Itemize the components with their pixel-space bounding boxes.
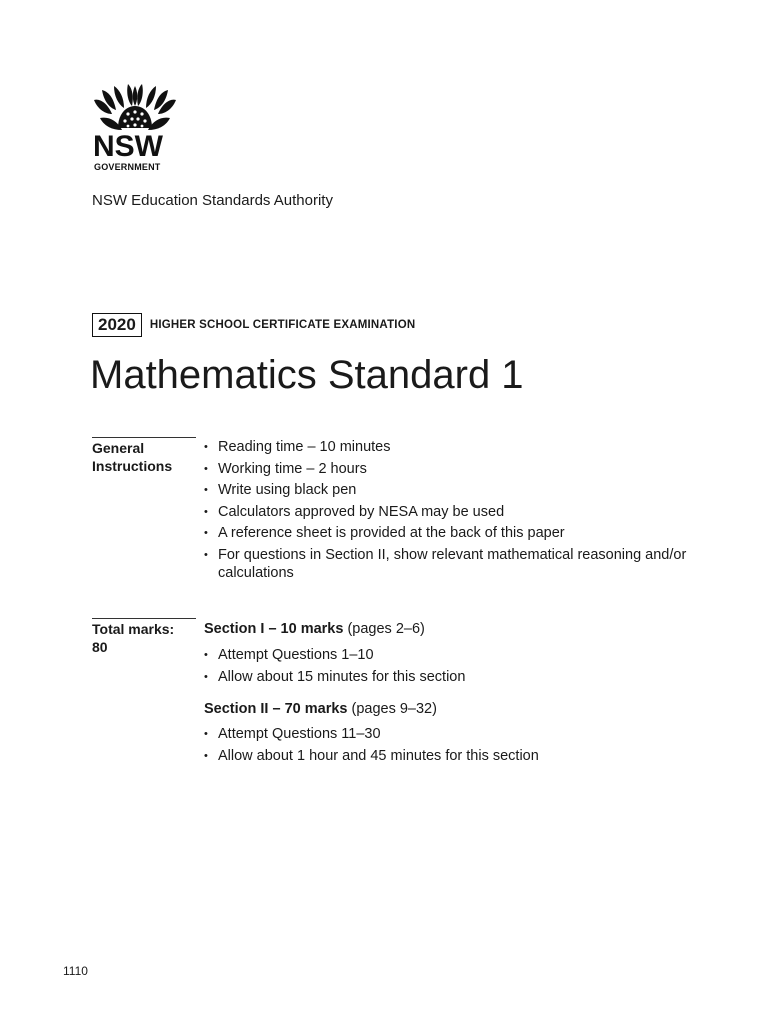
list-item: • Attempt Questions 1–10 [204,646,724,664]
total-label-line1: Total marks: [92,621,175,637]
general-instructions-rule [92,437,196,438]
exam-header [92,312,415,338]
general-instructions-list [204,438,694,585]
waratah-icon [92,84,178,132]
general-instructions-label [92,439,172,475]
authority-name: NSW Education Standards Authority [92,192,333,209]
general-label-line1: General [92,440,145,456]
exam-year-box: 2020 [92,313,142,337]
exam-label: HIGHER SCHOOL CERTIFICATE EXAMINATION [149,319,416,331]
list-item: • For questions in Section II, show relevant mathematical reasoning and/or calculations [204,546,694,582]
list-item: • A reference sheet is provided at the back of this paper [204,524,694,542]
section-1-title: Section I – 10 marks [204,621,344,637]
nsw-government-logo [92,84,178,174]
total-label-line2: 80 [92,639,108,655]
list-item: • Attempt Questions 11–30 [204,725,724,743]
logo-government-text: GOVERNMENT [94,162,161,172]
total-marks-rule [92,618,196,619]
list-item: • Allow about 1 hour and 45 minutes for this section [204,747,724,765]
list-item: • Calculators approved by NESA may be used [204,503,694,521]
section-1-list [204,646,724,689]
list-item: • Working time – 2 hours [204,460,694,478]
list-item: • Allow about 15 minutes for this section [204,668,724,686]
list-item: • Reading time – 10 minutes [204,438,694,456]
section-2-heading [204,700,437,718]
section-1-pages: (pages 2–6) [347,621,425,637]
page-code: 1110 [63,964,88,978]
section-1-heading [204,620,425,638]
total-marks-label [92,620,174,656]
section-2-list [204,725,724,768]
section-2-pages: (pages 9–32) [351,701,437,717]
section-2-title: Section II – 70 marks [204,701,348,717]
page-title: Mathematics Standard 1 [90,353,524,397]
list-item: • Write using black pen [204,481,694,499]
logo-nsw-text: NSW [93,130,163,163]
general-label-line2: Instructions [92,458,173,474]
